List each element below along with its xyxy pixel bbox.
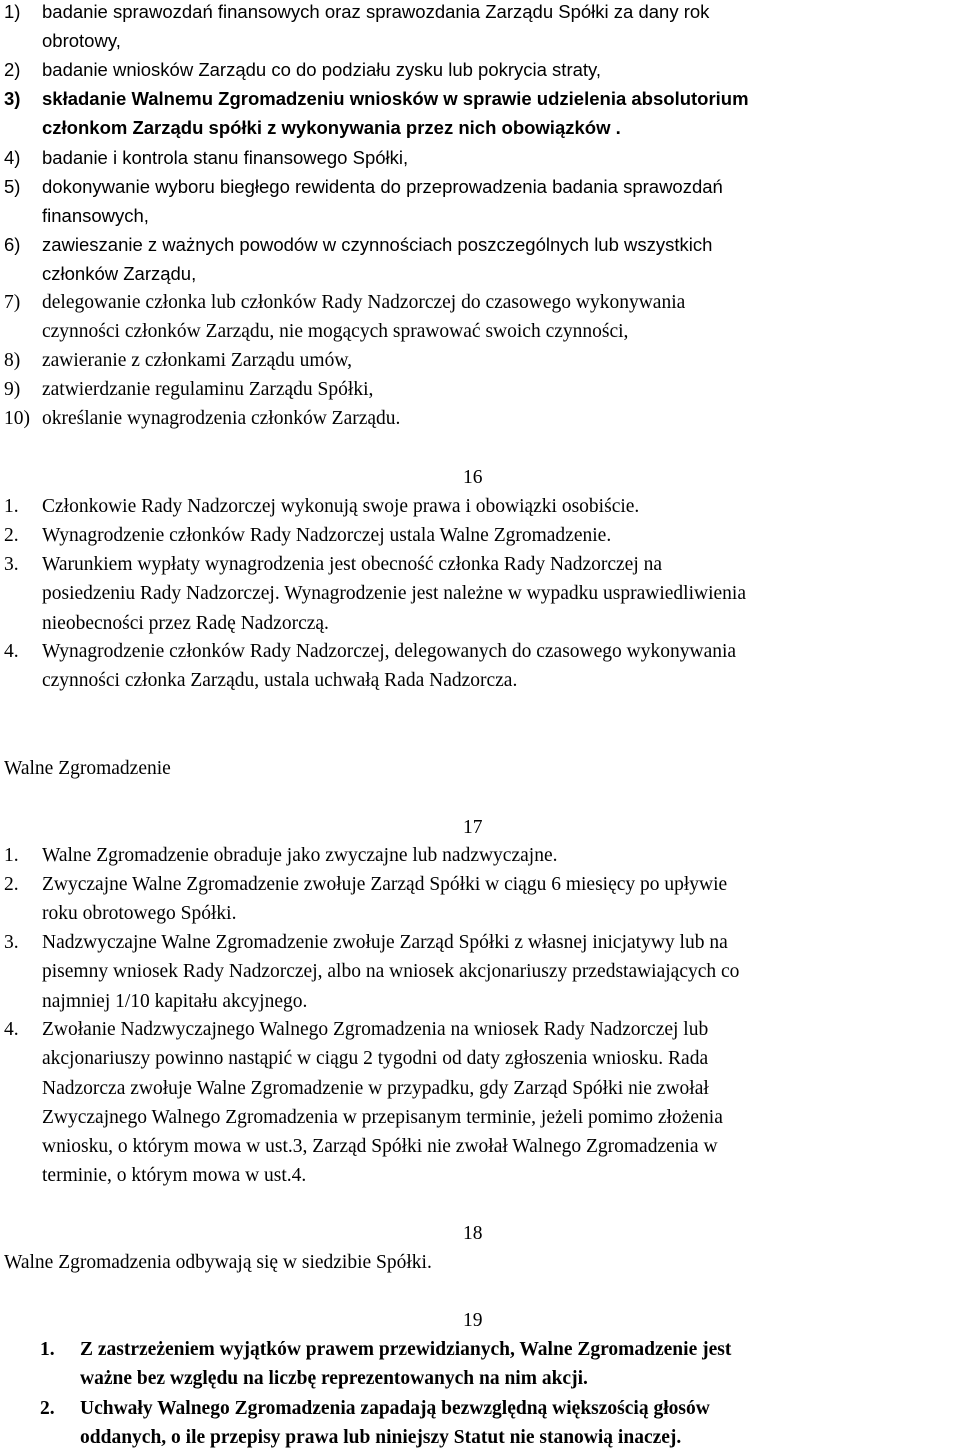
list-item-number: 3) <box>4 88 21 109</box>
list-item-line: Z zastrzeżeniem wyjątków prawem przewidzianych, Walne Zgromadzenie jest <box>80 1339 732 1360</box>
list-item-line: oddanych, o ile przepisy prawa lub niniejszy Statut nie stanowią inaczej. <box>80 1427 682 1449</box>
list-item-line: Nadzwyczajne Walne Zgromadzenie zwołuje Zarząd Spółki z własnej inicjatywy lub na <box>42 932 728 953</box>
list-item-line: Wynagrodzenie członków Rady Nadzorczej, delegowanych do czasowego wykonywania <box>42 641 737 662</box>
list-item-number: 4. <box>4 641 19 662</box>
list-item-line: Członkowie Rady Nadzorczej wykonują swoje prawa i obowiązki osobiście. <box>42 496 640 517</box>
list-item-line: akcjonariuszy powinno nastąpić w ciągu 2 tygodni od daty zgłoszenia wniosku. Rada <box>42 1048 709 1070</box>
list-item-number: 6) <box>4 234 21 255</box>
list-item-line: zawieranie z członkami Zarządu umów, <box>42 350 353 371</box>
list-item <box>4 404 960 433</box>
list-item-number: 4. <box>4 1019 19 1040</box>
list-item-number: 2. <box>40 1398 55 1419</box>
list-item-number: 2. <box>4 525 19 546</box>
list-item-number: 1. <box>40 1339 55 1360</box>
list-item <box>4 346 960 375</box>
list-item-line: Warunkiem wypłaty wynagrodzenia jest obecność członka Rady Nadzorczej na <box>42 554 663 575</box>
list-item-line: ważne bez względu na liczbę reprezentowanych na nim akcji. <box>80 1368 588 1390</box>
list-item-line: najmniej 1/10 kapitału akcyjnego. <box>42 990 308 1012</box>
section-18-text: Walne Zgromadzenia odbywają się w siedzibie Spółki. <box>4 1252 432 1273</box>
list-item-number: 1. <box>4 845 19 866</box>
list-item <box>40 1335 960 1394</box>
list-item-line: terminie, o którym mowa w ust.4. <box>42 1165 307 1187</box>
list-item <box>4 841 960 870</box>
list-item-line: składanie Walnemu Zgromadzeniu wniosków w sprawie udzielenia absolutorium <box>42 88 749 109</box>
list-item-line: Zwołanie Nadzwyczajnego Walnego Zgromadzenia na wniosek Rady Nadzorczej lub <box>42 1019 709 1040</box>
list-item <box>4 375 960 404</box>
list-item-line: zatwierdzanie regulaminu Zarządu Spółki, <box>42 379 374 400</box>
list-item-line: delegowanie członka lub członków Rady Nadzorczej do czasowego wykonywania <box>42 292 686 313</box>
list-item-line: zawieszanie z ważnych powodów w czynnościach poszczególnych lub wszystkich <box>42 234 713 255</box>
list-item <box>4 637 960 696</box>
list-item <box>4 928 960 1016</box>
list-item-number: 1) <box>4 1 21 22</box>
list-item-line: Zwyczajne Walne Zgromadzenie zwołuje Zarząd Spółki w ciągu 6 miesięcy po upływie <box>42 874 728 895</box>
list-item <box>4 550 960 638</box>
list-item <box>4 143 960 172</box>
list-item-line: Walne Zgromadzenie obraduje jako zwyczajne lub nadzwyczajne. <box>42 845 558 866</box>
list-item <box>4 1015 960 1191</box>
list-item-line: pisemny wniosek Rady Nadzorczej, albo na wniosek akcjonariuszy przedstawiających co <box>42 961 740 983</box>
list-item-line: czynności członka Zarządu, ustala uchwałą Rada Nadzorcza. <box>42 670 518 692</box>
list-item-line: badanie i kontrola stanu finansowego Spółki, <box>42 147 409 168</box>
list-item <box>4 172 960 231</box>
list-item <box>4 55 960 84</box>
list-item-line: członków Zarządu, <box>42 263 197 285</box>
list-item-line: Zwyczajnego Walnego Zgromadzenia w przepisanym terminie, jeżeli pomimo złożenia <box>42 1106 723 1128</box>
list-item-line: określanie wynagrodzenia członków Zarządu. <box>42 408 401 429</box>
list-item <box>4 870 960 929</box>
list-item <box>40 1394 960 1453</box>
section-number: 16 <box>463 467 483 488</box>
list-item-number: 8) <box>4 350 21 371</box>
list-item-line: czynności członków Zarządu, nie mogących sprawować swoich czynności, <box>42 321 629 343</box>
list-item-number: 2) <box>4 59 21 80</box>
list-item-number: 9) <box>4 379 21 400</box>
list-item-line: badanie wniosków Zarządu co do podziału zysku lub pokrycia straty, <box>42 59 602 80</box>
section-number: 17 <box>463 817 483 838</box>
list-item-line: członkom Zarządu spółki z wykonywania przez nich obowiązków . <box>42 117 621 139</box>
list-item <box>4 230 960 289</box>
list-item-number: 7) <box>4 292 21 313</box>
list-item-line: roku obrotowego Spółki. <box>42 903 237 925</box>
list-item-line: finansowych, <box>42 205 149 227</box>
list-item-line: Nadzorcza zwołuje Walne Zgromadzenie w przypadku, gdy Zarząd Spółki nie zwołał <box>42 1077 709 1099</box>
list-item <box>4 288 960 347</box>
list-item-line: Wynagrodzenie członków Rady Nadzorczej ustala Walne Zgromadzenie. <box>42 525 612 546</box>
list-item-line: nieobecności przez Radę Nadzorczą. <box>42 612 329 634</box>
list-item-number: 2. <box>4 874 19 895</box>
list-item <box>4 0 960 56</box>
list-item <box>4 521 960 550</box>
list-item-line: badanie sprawozdań finansowych oraz sprawozdania Zarządu Spółki za dany rok <box>42 1 710 22</box>
list-item-number: 3. <box>4 554 19 575</box>
list-item <box>4 84 960 143</box>
list-item-number: 1. <box>4 496 19 517</box>
list-item <box>4 492 960 521</box>
list-item-number: 4) <box>4 147 21 168</box>
list-item-number: 10) <box>4 408 30 429</box>
section-number: 19 <box>463 1310 483 1331</box>
list-item-line: posiedzeniu Rady Nadzorczej. Wynagrodzenie jest należne w wypadku usprawiedliwienia <box>42 583 746 605</box>
list-item-number: 3. <box>4 932 19 953</box>
list-item-line: obrotowy, <box>42 30 121 52</box>
list-item-line: dokonywanie wyboru biegłego rewidenta do przeprowadzenia badania sprawozdań <box>42 176 723 197</box>
list-item-number: 5) <box>4 176 21 197</box>
chapter-heading: Walne Zgromadzenie <box>4 758 171 779</box>
list-item-line: Uchwały Walnego Zgromadzenia zapadają bezwzględną większością głosów <box>80 1398 710 1419</box>
list-item-line: wniosku, o którym mowa w ust.3, Zarząd Spółki nie zwołał Walnego Zgromadzenia w <box>42 1136 718 1158</box>
section-number: 18 <box>463 1223 483 1244</box>
